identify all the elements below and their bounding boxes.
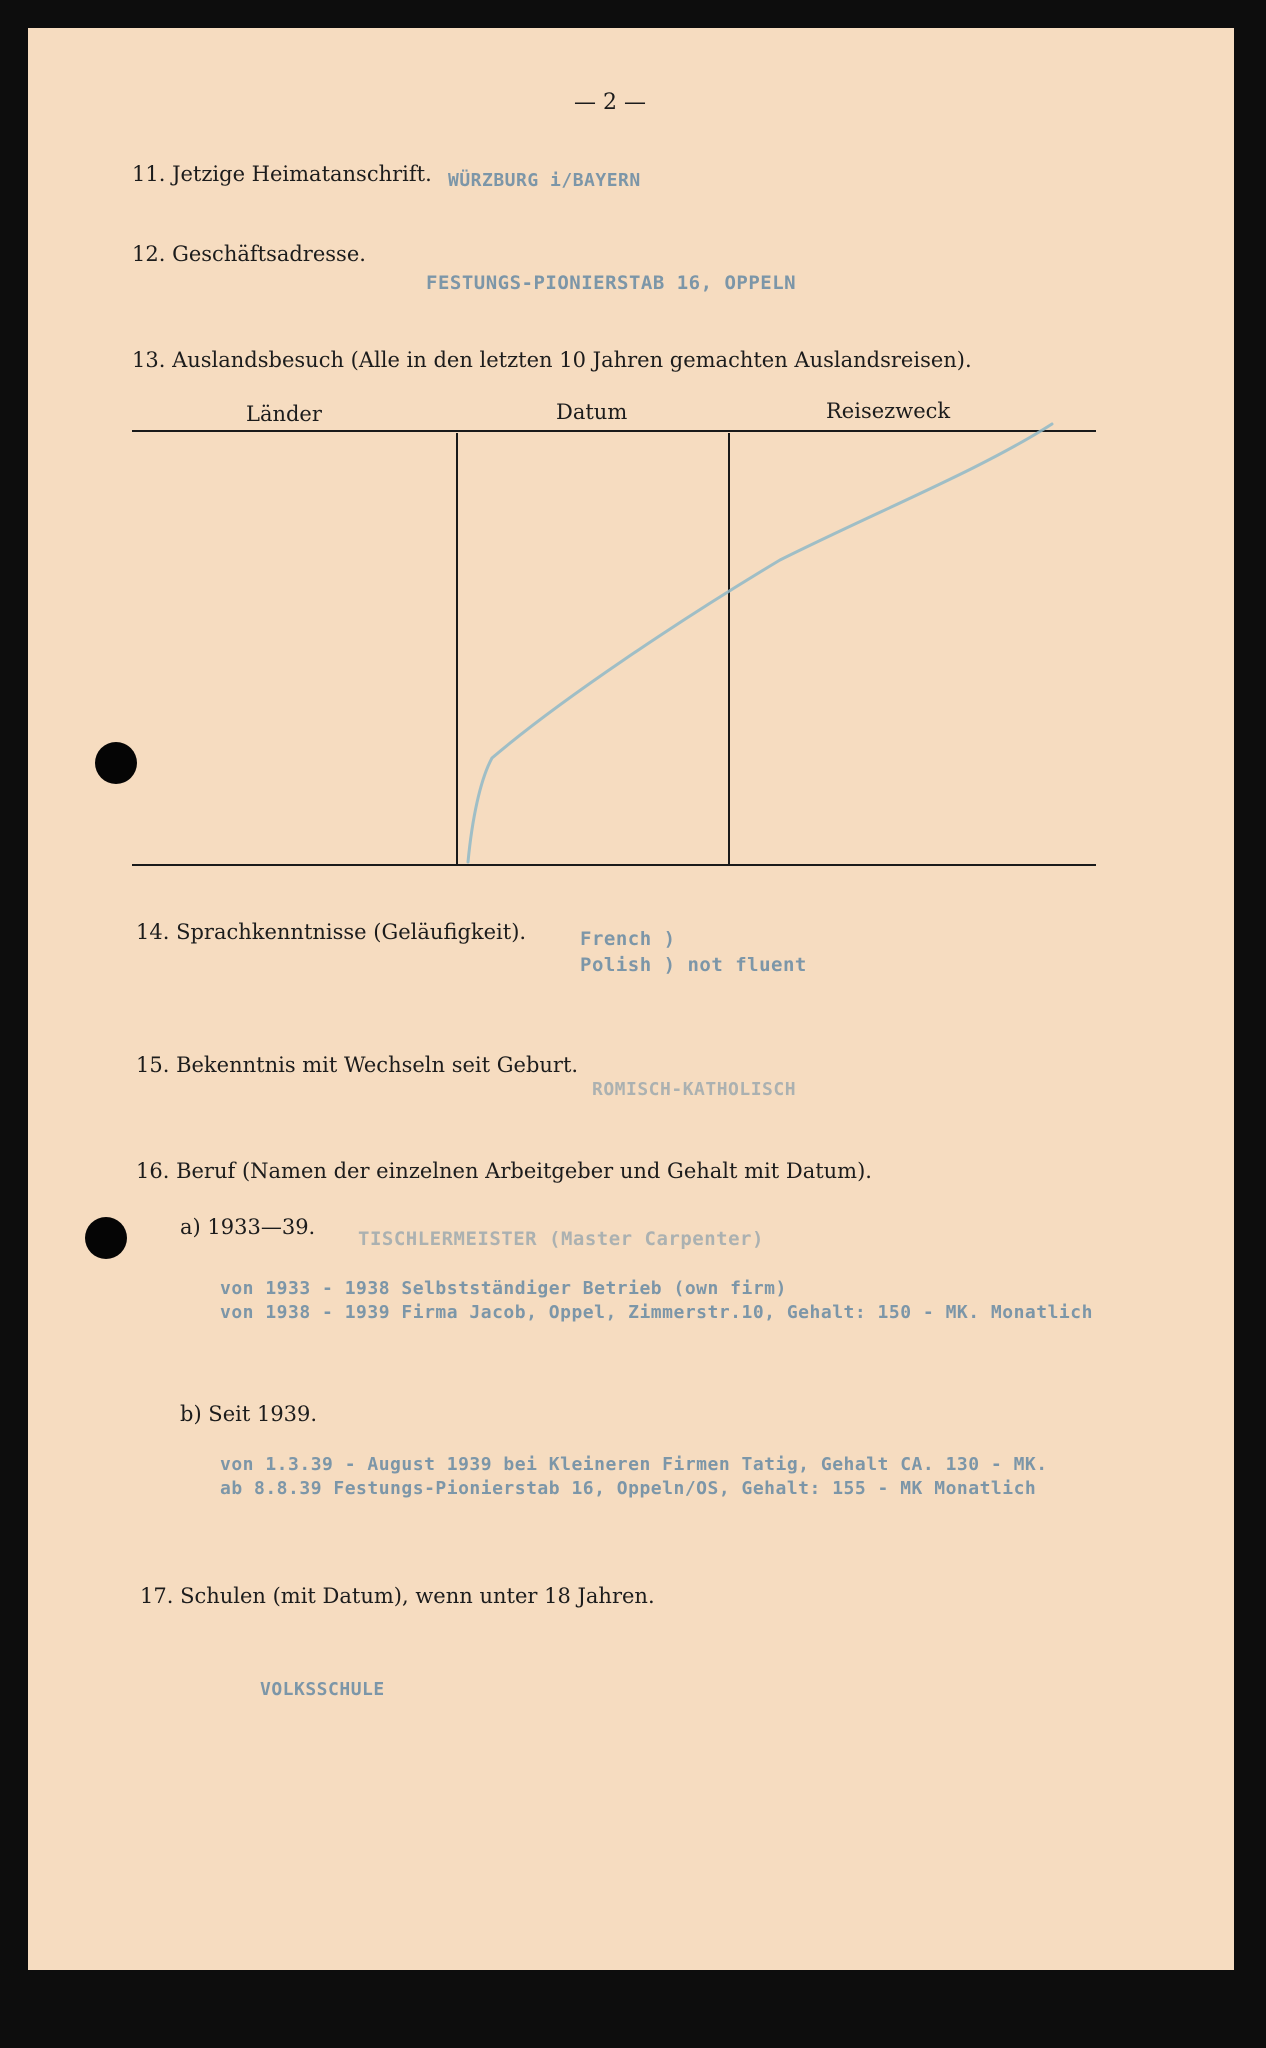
q16-a-line-1: von 1933 - 1938 Selbstständiger Betrieb (own firm) [220, 1278, 787, 1299]
q12-answer: FESTUNGS-PIONIERSTAB 16, OPPELN [426, 272, 797, 294]
q16-a-line-2: von 1938 - 1939 Firma Jacob, Oppel, Zimmerstr.10, Gehalt: 150 - MK. Monatlich [220, 1302, 1093, 1323]
q15-label: 15. Bekenntnis mit Wechseln seit Geburt. [136, 1053, 579, 1077]
q16-b-label: b) Seit 1939. [180, 1402, 318, 1426]
q16-a-label: a) 1933—39. [180, 1215, 316, 1239]
q12-label: 12. Geschäftsadresse. [132, 242, 366, 266]
q11-answer: WÜRZBURG i/BAYERN [448, 170, 641, 191]
col-header-datum: Datum [556, 400, 628, 424]
q16-a-title: TISCHLERMEISTER (Master Carpenter) [358, 1228, 764, 1250]
col-header-laender: Länder [246, 402, 322, 426]
q17-answer: VOLKSSCHULE [260, 1679, 385, 1700]
q16-label: 16. Beruf (Namen der einzelnen Arbeitgeber und Gehalt mit Datum). [136, 1159, 872, 1183]
q14-answer-line-1: French ) [580, 928, 676, 950]
q15-answer: ROMISCH-KATHOLISCH [592, 1079, 797, 1100]
q16-b-line-2: ab 8.8.39 Festungs-Pionierstab 16, Oppeln/OS, Gehalt: 155 - MK Monatlich [220, 1478, 1037, 1499]
col-header-reisezweck: Reisezweck [826, 399, 951, 423]
q16-b-line-1: von 1.3.39 - August 1939 bei Kleineren Firmen Tatig, Gehalt CA. 130 - MK. [220, 1454, 1048, 1475]
page-number: — 2 — [574, 90, 646, 115]
q14-label: 14. Sprachkenntnisse (Geläufigkeit). [136, 920, 527, 944]
q17-label: 17. Schulen (mit Datum), wenn unter 18 Jahren. [140, 1584, 655, 1608]
q13-label: 13. Auslandsbesuch (Alle in den letzten 10 Jahren gemachten Auslandsreisen). [132, 348, 972, 372]
q14-answer-line-2: Polish ) not fluent [580, 954, 807, 976]
q11-label: 11. Jetzige Heimatanschrift. [132, 162, 432, 186]
